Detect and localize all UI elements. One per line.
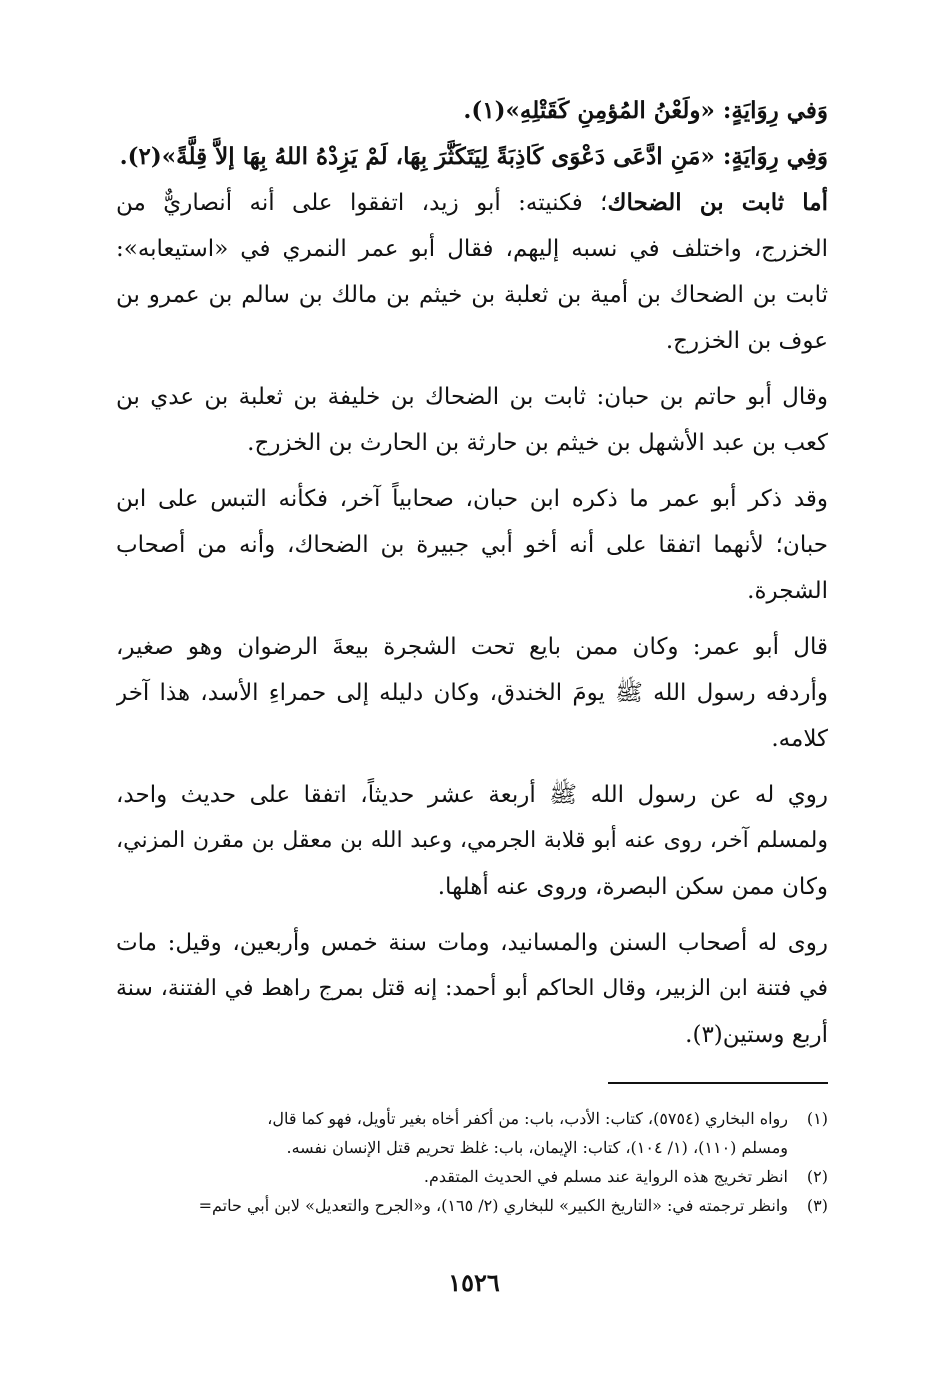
paragraph-narrations	[116, 772, 828, 910]
page-number: ١٥٢٦	[448, 1268, 500, 1297]
footnote-separator	[608, 1082, 828, 1084]
text-line: وقد ذكر أبو عمر ما ذكره ابن حبان، صحابياً آخر، فكأنه التبس على ابن	[116, 486, 828, 512]
hadith-variant-2: وَفِي رِوَايَةٍ: «مَنِ ادَّعَى دَعْوَى كَاذِبَةً لِيَتَكَثَّرَ بِهَا، لَمْ يَزِدْهُ اللهُ بِهَا إلاَّ قِلَّةً»(٢).	[119, 143, 828, 170]
text-line: ثابت بن الضحاك بن أمية بن ثعلبة بن خيثم بن مالك بن سالم بن عمرو بن	[116, 282, 828, 308]
text-line: وأردفه رسول الله ﷺ يومَ الخندق، وكان دليله إلى حمراءِ الأسد، هذا آخر	[116, 680, 828, 706]
text-line: روى له أصحاب السنن والمسانيد، ومات سنة خمس وأربعين، وقيل: مات	[116, 930, 828, 956]
footnotes	[116, 1104, 828, 1220]
text-line: الخزرج، واختلف في نسبه إليهم، فقال أبو عمر النمري في «استيعابه»:	[116, 236, 828, 262]
text-line: كعب بن عبد الأشهل بن خيثم بن حارثة بن الحارث بن الخزرج.	[247, 430, 828, 456]
text-line: وقال أبو حاتم بن حبان: ثابت بن الضحاك بن خليفة بن ثعلبة بن عدي بن	[116, 384, 828, 410]
text-line: ولمسلم آخر، روى عنه أبو قلابة الجرمي، وعبد الله بن معقل بن مقرن المزني،	[116, 828, 828, 853]
footnote-1	[116, 1104, 828, 1133]
footnote-number: (٢)	[806, 1167, 828, 1186]
footnote-text: وانظر ترجمته في: «التاريخ الكبير» للبخاري (٢/ ١٦٥)، و«الجرح والتعديل» لابن أبي حاتم=	[198, 1196, 788, 1215]
paragraph-bayah	[116, 624, 828, 762]
main-text	[116, 88, 828, 1058]
text-line: روي له عن رسول الله ﷺ أربعة عشر حديثاً، اتفقا على حديث واحد،	[116, 782, 828, 808]
paragraph-death	[116, 920, 828, 1058]
text-line: في فتنة ابن الزبير، وقال الحاكم أبو أحمد: إنه قتل بمرج راهط في الفتنة، سنة	[116, 976, 828, 1001]
paragraph-kunya	[116, 180, 828, 364]
hadith-variant-1: وَفي رِوَايَةٍ: «ولَعْنُ المُؤمِنِ كَقَتْلِهِ»(١).	[463, 97, 828, 124]
text-line: الشجرة.	[747, 578, 828, 604]
text-line: قال أبو عمر: وكان ممن بايع تحت الشجرة بيعةَ الرضوان وهو صغير،	[116, 634, 828, 660]
text-line: أما ثابت بن الضحاك؛ فكنيته: أبو زيد، اتفقوا على أنه أنصاريٌّ من	[116, 189, 828, 216]
text-line: حبان؛ لأنهما اتفقا على أنه أخو أبي جبيرة بن الضحاك، وأنه من أصحاب	[116, 532, 828, 558]
text-line: وكان ممن سكن البصرة، وروى عنه أهلها.	[437, 874, 828, 900]
footnote-3	[116, 1191, 828, 1220]
footnote-text: انظر تخريج هذه الرواية عند مسلم في الحديث المتقدم.	[423, 1167, 788, 1186]
footnote-2	[116, 1162, 828, 1191]
subject-name: أما ثابت بن الضحاك	[607, 189, 828, 216]
text-line: عوف بن الخزرج.	[665, 328, 828, 354]
footnote-number: (١)	[806, 1109, 828, 1128]
paragraph-ibn-hibban	[116, 374, 828, 466]
footnote-text: رواه البخاري (٥٧٥٤)، كتاب: الأدب، باب: من أكفر أخاه بغير تأويل، فهو كما قال،	[267, 1109, 788, 1128]
footnote-1-continuation: ومسلم (١١٠)، (١/ ١٠٤)، كتاب: الإيمان، باب: غلظ تحريم قتل الإنسان نفسه.	[286, 1138, 788, 1157]
paragraph-abu-umar	[116, 476, 828, 614]
footnote-number: (٣)	[806, 1196, 828, 1215]
text-line: أربع وستين(٣).	[685, 1022, 828, 1048]
text-line: كلامه.	[771, 726, 828, 752]
